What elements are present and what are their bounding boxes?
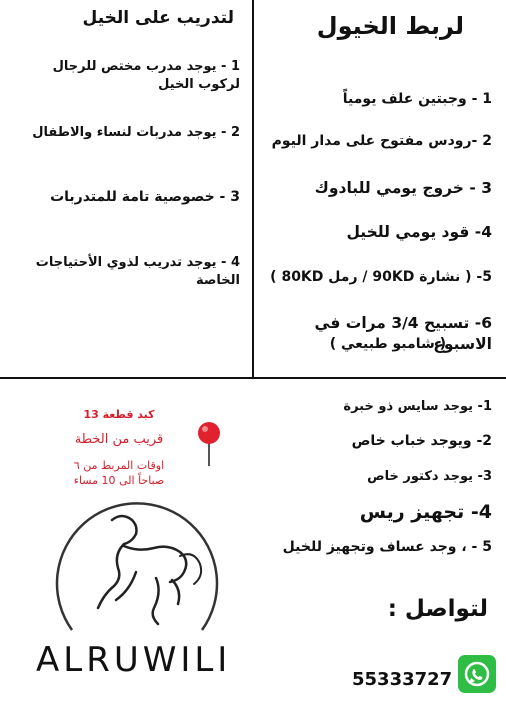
horse-logo-icon xyxy=(52,500,222,644)
map-pin-icon xyxy=(196,420,222,472)
boarding-item-6-note: ( شامبو طبيعي ) xyxy=(329,336,446,352)
horizontal-divider xyxy=(0,377,506,379)
location-near: قريب من الخطة xyxy=(74,432,164,447)
service-item-4: 4- تجهيز ريس xyxy=(359,501,492,523)
boarding-item-4: 4- قود يومي للخيل xyxy=(346,223,492,241)
boarding-item-5: 5- ( نشارة 90KD / رمل 80KD ) xyxy=(270,269,492,285)
service-item-5: 5 - ، وجد عساف وتجهيز للخيل xyxy=(282,539,492,555)
training-title: لتدريب على الخيل xyxy=(82,8,234,28)
training-item-2: 2 - يوجد مدربات لنساء والاطفال xyxy=(32,125,240,140)
training-item-1: 1 - يوجد مدرب مختص للرجال لركوب الخيل xyxy=(52,59,240,92)
boarding-item-1: 1 - وجبتين علف يومياً xyxy=(342,91,492,107)
service-item-3: 3- يوجد دكتور خاص xyxy=(367,469,492,484)
location-area: كبد قطعة 13 xyxy=(83,408,155,421)
whatsapp-icon[interactable] xyxy=(458,655,496,693)
phone-number[interactable]: 55333727 xyxy=(352,669,453,690)
training-item-4: 4 - يوجد تدريب لذوي الأحتياجات الخاصة xyxy=(35,255,240,288)
boarding-item-6: 6- تسبيح 3/4 مرات في الاسبوع xyxy=(314,314,492,353)
contact-label: لتواصل : xyxy=(387,596,488,622)
service-item-2: 2- ويوجد خباب خاص xyxy=(351,433,492,449)
service-item-1: 1- يوجد سايس ذو خبرة xyxy=(343,399,492,414)
boarding-title: لربط الخيول xyxy=(316,12,464,40)
boarding-item-2: 2 -رودس مفتوح على مدار اليوم xyxy=(271,133,492,149)
brand-logo-text: ALRUWILI xyxy=(36,640,232,680)
location-hours: اوقات المربط من ٦ صباحاً الى 10 مساء xyxy=(73,459,165,488)
training-item-3: 3 - خصوصية تامة للمتدربات xyxy=(50,189,240,205)
vertical-divider xyxy=(252,0,254,378)
boarding-item-3: 3 - خروج يومي للبادوك xyxy=(314,179,492,197)
